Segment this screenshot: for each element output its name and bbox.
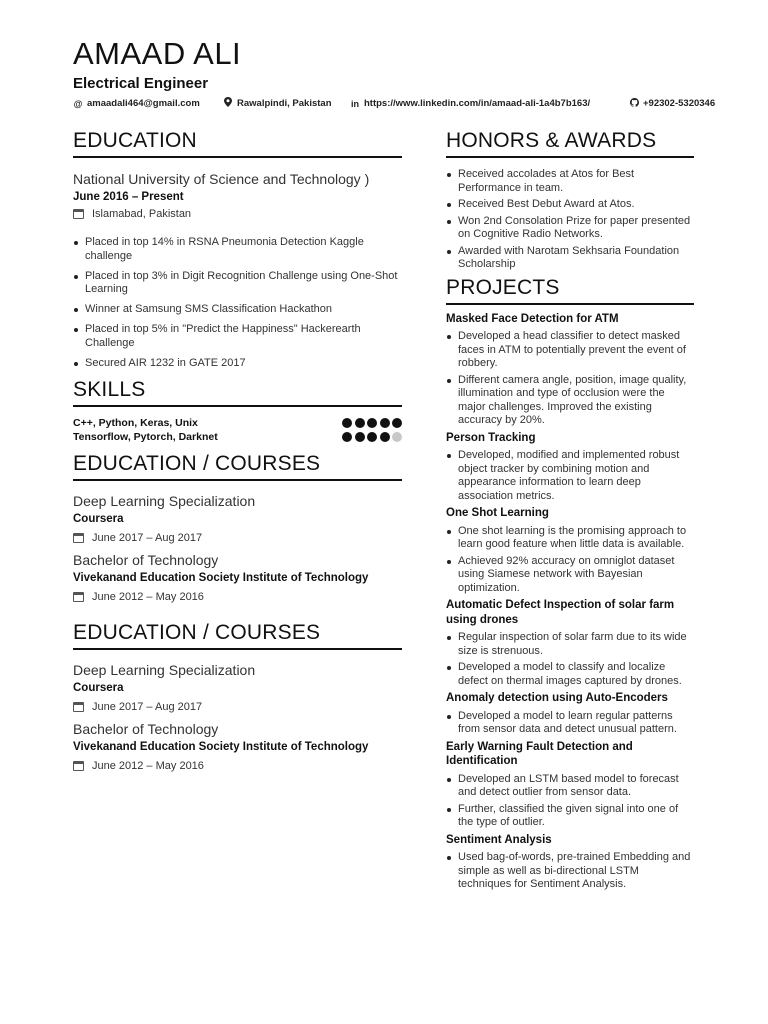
linkedin-text: https://www.linkedin.com/in/amaad-ali-1a4b7b163/ (364, 98, 591, 109)
rating-dot-filled (380, 432, 390, 442)
candidate-name: AMAAD ALI (73, 36, 242, 71)
project-title: Sentiment Analysis (446, 833, 552, 846)
courses-section-1 (73, 451, 402, 605)
list-item: Different camera angle, position, image quality, illumination and type of occlusion were the major challenges. Improved the existing accuracy by 20%. (446, 374, 694, 428)
github-icon (629, 97, 639, 111)
projects-section (446, 275, 694, 892)
project-item (446, 691, 694, 737)
list-item: Placed in top 14% in RSNA Pneumonia Detection Kaggle challenge (73, 236, 402, 263)
list-item: Placed in top 5% in "Predict the Happiness" Hackerearth Challenge (73, 323, 402, 350)
course-org: Coursera (73, 681, 124, 694)
list-item: Won 2nd Consolation Prize for paper presented on Cognitive Radio Networks. (446, 215, 694, 242)
skill-row (73, 430, 402, 444)
list-item: Secured AIR 1232 in GATE 2017 (73, 357, 402, 371)
list-item: Winner at Samsung SMS Classification Hackathon (73, 303, 402, 317)
rating-dot-filled (342, 432, 352, 442)
email-text: amaadali464@gmail.com (87, 98, 200, 109)
right-column (446, 128, 694, 895)
rating-dot-filled (380, 418, 390, 428)
project-title: One Shot Learning (446, 507, 549, 519)
project-item (446, 431, 694, 504)
education-heading: EDUCATION (73, 128, 402, 158)
project-item (446, 312, 694, 428)
project-bullets (446, 710, 694, 737)
contact-phone[interactable] (629, 97, 715, 111)
education-date: June 2016 – Present (73, 191, 184, 203)
course-date-line (73, 699, 402, 715)
education-location-line (73, 206, 402, 222)
skill-rating (342, 418, 402, 428)
calendar-icon (73, 702, 84, 712)
linkedin-icon: in (351, 99, 359, 109)
list-item: Achieved 92% accuracy on omniglot dataset using Siamese network with Bayesian optimization. (446, 555, 694, 596)
course-date-line (73, 758, 402, 774)
course-date: June 2012 – May 2016 (92, 759, 204, 772)
project-item (446, 598, 694, 688)
project-title: Person Tracking (446, 431, 536, 444)
phone-text: +92302-5320346 (643, 98, 716, 109)
list-item: One shot learning is the promising approach to learn good feature when little data is available. (446, 525, 694, 552)
project-title: Automatic Defect Inspection of solar farm using drones (446, 599, 675, 626)
skill-name: Tensorflow, Pytorch, Darknet (73, 430, 218, 443)
project-title: Anomaly detection using Auto-Encoders (446, 692, 668, 704)
courses-section-2 (73, 620, 402, 774)
course-date-line (73, 589, 402, 605)
skills-heading: SKILLS (73, 377, 402, 407)
contact-email[interactable] (73, 97, 200, 111)
honors-heading: HONORS & AWARDS (446, 128, 694, 158)
projects-heading: PROJECTS (446, 275, 694, 305)
calendar-icon (73, 592, 84, 602)
location-text: Rawalpindi, Pakistan (237, 98, 332, 109)
project-bullets (446, 851, 694, 892)
course-date: June 2017 – Aug 2017 (92, 531, 203, 544)
list-item: Developed a head classifier to detect masked faces in ATM to potentially prevent the event of robbery. (446, 330, 694, 371)
course-org: Vivekanand Education Society Institute of Technology (73, 571, 369, 584)
calendar-icon (73, 761, 84, 771)
skill-name: C++, Python, Keras, Unix (73, 416, 198, 429)
project-title: Masked Face Detection for ATM (446, 312, 619, 325)
rating-dot-empty (392, 432, 402, 442)
list-item: Used bag-of-words, pre-trained Embedding and simple as well as bi-directional LSTM techniques for Sentiment Analysis. (446, 851, 694, 892)
course-title: Bachelor of Technology (73, 720, 219, 737)
list-item: Developed, modified and implemented robust object tracker by combining motion and appearance information to learn deep association metrics. (446, 449, 694, 503)
rating-dot-filled (367, 418, 377, 428)
project-bullets (446, 330, 694, 428)
rating-dot-filled (355, 432, 365, 442)
project-item (446, 833, 694, 892)
course-title: Deep Learning Specialization (73, 492, 256, 509)
education-section (73, 128, 402, 370)
project-title: Early Warning Fault Detection and Identification (446, 740, 633, 767)
list-item: Developed a model to classify and localize defect on thermal images captured by drones. (446, 661, 694, 688)
list-item: Developed an LSTM based model to forecast and detect outlier from sensor data. (446, 773, 694, 800)
course-org: Vivekanand Education Society Institute of Technology (73, 740, 369, 753)
list-item: Awarded with Narotam Sekhsaria Foundation Scholarship (446, 245, 694, 272)
course-title: Deep Learning Specialization (73, 661, 256, 678)
left-column (73, 128, 402, 774)
job-title: Electrical Engineer (73, 75, 209, 92)
project-item (446, 506, 694, 595)
project-bullets (446, 449, 694, 503)
course-org: Coursera (73, 512, 124, 525)
contact-location (223, 97, 332, 111)
rating-dot-filled (342, 418, 352, 428)
list-item: Placed in top 3% in Digit Recognition Challenge using One-Shot Learning (73, 270, 402, 297)
rating-dot-filled (392, 418, 402, 428)
skill-rating (342, 432, 402, 442)
courses-heading: EDUCATION / COURSES (73, 620, 402, 650)
project-bullets (446, 525, 694, 596)
education-bullets (73, 236, 402, 370)
rating-dot-filled (355, 418, 365, 428)
skill-row (73, 416, 402, 430)
project-item (446, 740, 694, 830)
map-pin-icon (223, 97, 233, 111)
calendar-icon (73, 209, 84, 219)
course-date-line (73, 530, 402, 546)
course-date: June 2012 – May 2016 (92, 590, 204, 603)
contact-linkedin[interactable] (350, 97, 590, 111)
contact-bar (73, 97, 733, 111)
list-item: Received accolades at Atos for Best Performance in team. (446, 168, 694, 195)
course-date: June 2017 – Aug 2017 (92, 700, 203, 713)
list-item: Further, classified the given signal into one of the type of outlier. (446, 803, 694, 830)
list-item: Regular inspection of solar farm due to its wide size is strenuous. (446, 631, 694, 658)
project-bullets (446, 631, 694, 688)
rating-dot-filled (367, 432, 377, 442)
skills-section (73, 377, 402, 444)
courses-heading: EDUCATION / COURSES (73, 451, 402, 481)
calendar-icon (73, 533, 84, 543)
honors-section (446, 128, 694, 272)
honors-bullets (446, 168, 694, 272)
education-school: National University of Science and Technology ) (73, 171, 370, 187)
education-location: Islamabad, Pakistan (92, 208, 192, 220)
course-title: Bachelor of Technology (73, 551, 219, 568)
at-icon: @ (73, 99, 83, 109)
project-bullets (446, 773, 694, 830)
list-item: Received Best Debut Award at Atos. (446, 198, 694, 212)
list-item: Developed a model to learn regular patterns from sensor data and detect unusual pattern. (446, 710, 694, 737)
